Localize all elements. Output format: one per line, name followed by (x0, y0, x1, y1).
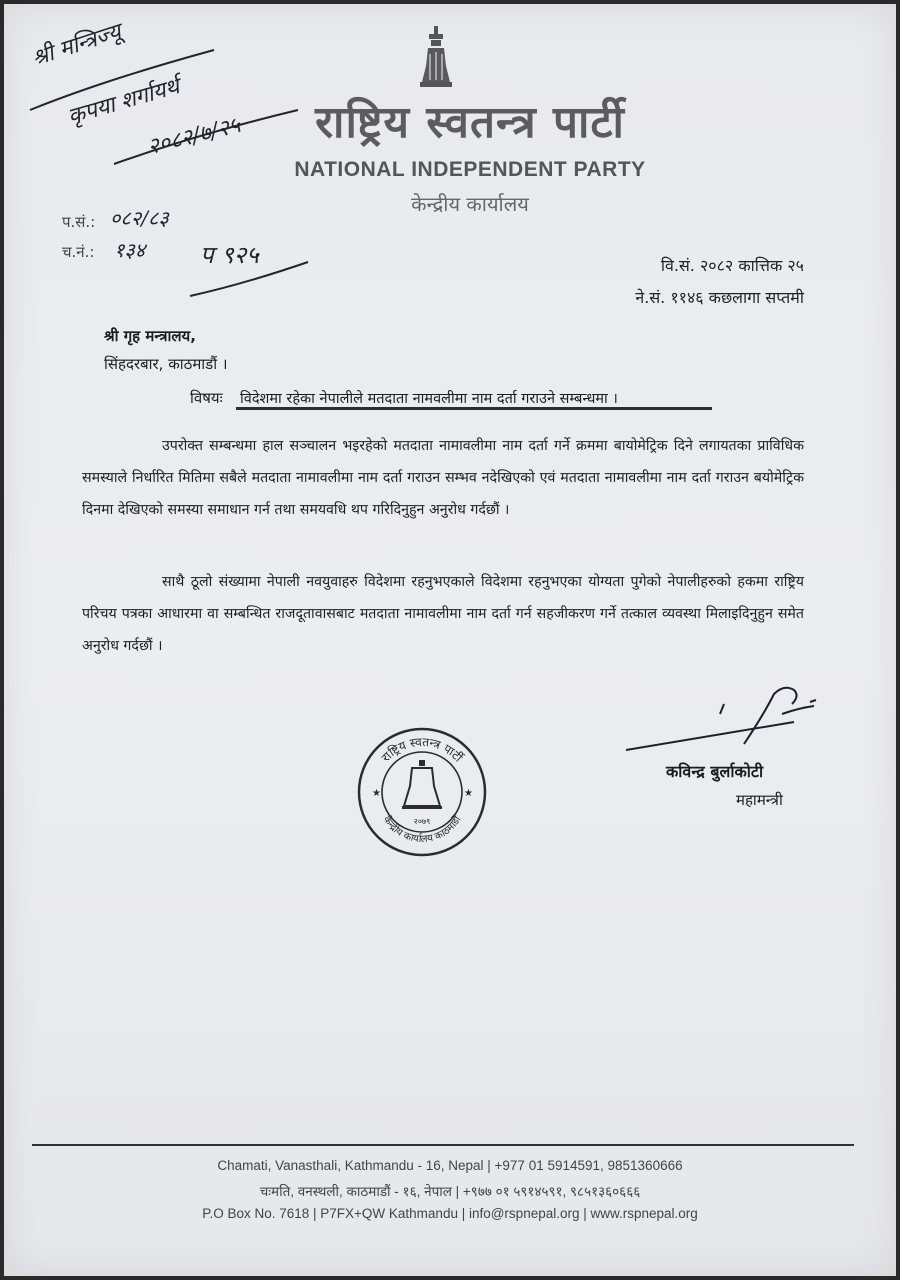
subject-text: विदेशमा रहेका नेपालीले मतदाता नामवलीमा नाम दर्ता गराउने सम्बन्धमा । (240, 391, 618, 407)
ref-label: प.सं.: (62, 213, 96, 231)
letter-page (4, 4, 896, 1276)
paragraph-2-text: साथै ठूलो संख्यामा नेपाली नवयुवाहरु विदेशमा रहनुभएकाले विदेशमा रहनुभएका योग्यता पुगेको नेपालीहरुको हकमा राष्ट्रिय परिचय पत्रका आधारमा वा सम्बन्धित राजदूतावासबाट मतदाता नामावलीमा नाम दर्ता गर्न सहजीकरण गर्ने तत्काल व्यवस्था मिलाइदिनुहुन समेत अनुरोध गर्दछौं । (82, 574, 804, 654)
handwritten-note-date: २०८२/७/२५ (144, 112, 244, 161)
ref-number: ०८२/८३ (110, 206, 169, 230)
subject-underline (236, 407, 712, 410)
seal-bell-icon (402, 760, 442, 809)
party-name-nepali: राष्ट्रिय स्वतन्त्र पार्टी (315, 97, 625, 148)
svg-text:★: ★ (464, 788, 473, 799)
party-name-english: NATIONAL INDEPENDENT PARTY (294, 158, 646, 181)
footer-address-english: Chamati, Vanasthali, Kathmandu - 16, Nepal | +977 01 5914591, 9851360666 (217, 1158, 683, 1173)
body-paragraph-2 (82, 566, 804, 662)
handwritten-note-line2: कृपया शर्गायर्थ (65, 74, 183, 130)
handwritten-extra-number: प ९२५ (200, 241, 259, 269)
paragraph-1-text: उपरोक्त सम्बन्धमा हाल सञ्चालन भइरहेको मतदाता नामावलीमा नाम दर्ता गर्ने क्रममा बायोमेट्रिक दिने लगायतका प्राविधिक समस्याले निर्धारित मितिमा सबैले मतदाता नामावलीमा नाम दर्ता गराउन सम्भव नदेखिएको एवं मतदाता नामावलीमा नाम दर्ता गराउन बयोमेट्रिक दिनमा देखिएको समस्या समाधान गर्न तथा समयवधि थप गरिदिनुहुन अनुरोध गर्दछौं । (82, 438, 804, 518)
recipient-line2: सिंहदरबार, काठमाडौं । (104, 355, 228, 373)
central-office-label: केन्द्रीय कार्यालय (411, 192, 529, 216)
date-vikram-samvat: वि.सं. २०८२ कात्तिक २५ (660, 256, 804, 275)
svg-text:★: ★ (372, 788, 381, 799)
signatory-name: कविन्द्र बुर्लाकोटी (666, 762, 764, 781)
dispatch-number: १३४ (114, 238, 146, 262)
dispatch-label: च.नं.: (62, 243, 95, 261)
body-paragraph-1 (82, 430, 804, 526)
handwritten-signature (624, 684, 834, 764)
seal-bottom-text: केन्द्रीय कार्यालय काठमाडौं (380, 814, 464, 846)
seal-year: २०७९ (413, 817, 431, 826)
footer-address-nepali: चःमति, वनस्थली, काठमाडौं - १६, नेपाल | +९७७ ०१ ५९१४५९१, ९८५१३६०६६६ (259, 1184, 641, 1199)
date-nepal-samvat: ने.सं. ११४६ कछलागा सप्तमी (635, 288, 804, 307)
footer-divider (32, 1144, 854, 1146)
bell-logo-icon (416, 26, 456, 96)
subject-label: विषयः (190, 389, 223, 407)
recipient-line1: श्री गृह मन्त्रालय, (104, 327, 196, 345)
signatory-title: महामन्त्री (736, 791, 783, 809)
handwritten-strike (108, 104, 308, 174)
footer-contact: P.O Box No. 7618 | P7FX+QW Kathmandu | info@rspnepal.org | www.rspnepal.org (202, 1206, 698, 1221)
handwritten-stroke (184, 256, 314, 302)
seal-top-text: राष्ट्रिय स्वतन्त्र पार्टी (378, 734, 466, 765)
party-seal-stamp (356, 726, 488, 858)
handwritten-note-line1: श्री मन्त्रिज्यू (29, 19, 125, 72)
